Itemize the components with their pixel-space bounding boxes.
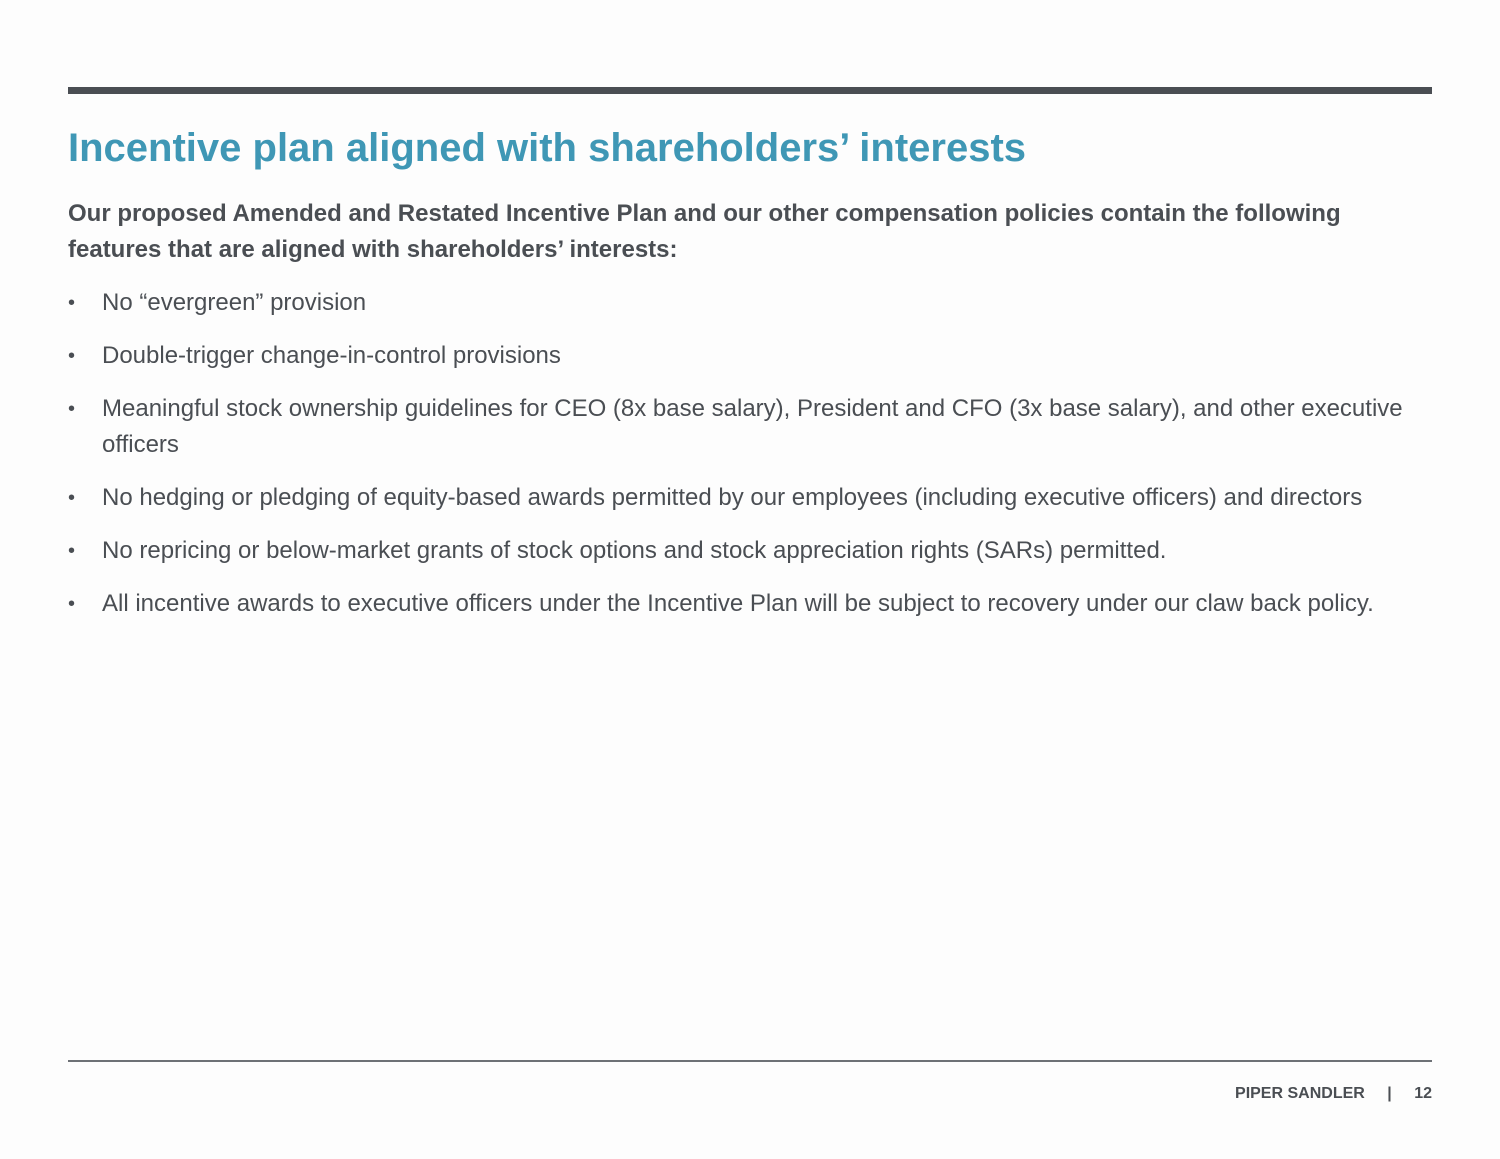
list-item-text: Double-trigger change-in-control provisions bbox=[102, 342, 561, 369]
bullet-icon: • bbox=[68, 593, 76, 615]
intro-paragraph: Our proposed Amended and Restated Incentive Plan and our other compensation policies contain the following features that are aligned with shareholders’ interests: bbox=[68, 200, 1341, 263]
list-item-text: No “evergreen” provision bbox=[102, 289, 367, 316]
slide-title: Incentive plan aligned with shareholders’ interests bbox=[68, 126, 1027, 170]
list-item-text: All incentive awards to executive officers under the Incentive Plan will be subject to recovery under our claw back policy. bbox=[102, 590, 1374, 617]
list-item bbox=[68, 285, 1432, 321]
list-item-text: Meaningful stock ownership guidelines for CEO (8x base salary), President and CFO (3x base salary), and other executive officers bbox=[102, 395, 1403, 458]
feature-list bbox=[68, 285, 1432, 639]
list-item bbox=[68, 480, 1432, 516]
list-item bbox=[68, 533, 1432, 569]
page-number: 12 bbox=[1414, 1085, 1432, 1102]
bullet-icon: • bbox=[68, 398, 76, 420]
list-item bbox=[68, 338, 1432, 374]
bullet-icon: • bbox=[68, 345, 76, 367]
list-item-text: No hedging or pledging of equity-based awards permitted by our employees (including executive officers) and directors bbox=[102, 484, 1363, 511]
bullet-icon: • bbox=[68, 540, 76, 562]
footer-separator: | bbox=[1387, 1085, 1392, 1102]
header-rule bbox=[68, 87, 1432, 94]
list-item-text: No repricing or below-market grants of stock options and stock appreciation rights (SARs) permitted. bbox=[102, 537, 1167, 564]
footer-brand: PIPER SANDLER bbox=[1235, 1085, 1365, 1102]
list-item bbox=[68, 391, 1432, 463]
footer-rule bbox=[68, 1060, 1432, 1062]
list-item bbox=[68, 586, 1432, 622]
bullet-icon: • bbox=[68, 292, 76, 314]
footer bbox=[1235, 1084, 1432, 1104]
bullet-icon: • bbox=[68, 487, 76, 509]
